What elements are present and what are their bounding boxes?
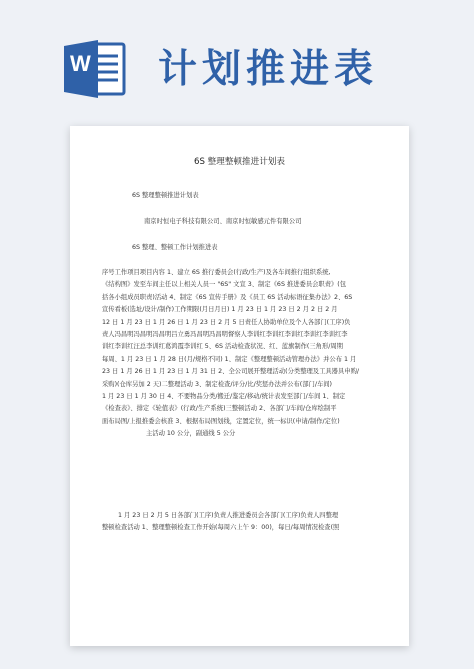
body-line: 训红李训红汪总李训红葛鸿霞李训红 5、6S 活动检查状况、红、蓝旗制作(三角形/周期 [102,343,343,351]
body-line: 整顿检查活动 1、整理整顿检查工作开始(每周六上午 9：00)，每日/每周情况检查(照 [102,524,340,532]
body-line: 括各小组成员职责)活动 4、制定《6S 宣传手册》及《员工 6S 活动标语征集办法》2、6S [102,293,353,301]
document-title: 6S 整理整顿推进计划表 [194,157,285,167]
body-line: 1 月 23 日 2 月 5 日各部门(工序)负责人推进委员会各部门(工序)负责人四整理 [118,512,339,519]
document-line: 6S 整理、整顿工作计划推进表 [132,244,218,251]
document-line: 6S 整理整顿推进计划表 [132,192,199,199]
company-line: 南京时恒电子科技有限公司、南京时恒敏感元件有限公司 [144,218,302,225]
body-line: 12 日 1 月 23 日 1 月 26 日 1 月 23 日 2 月 5 日责任人协助单位及个人各部门(工序)负 [102,318,351,326]
tail-paragraph [102,510,382,535]
page-title: 计划推进表 [158,47,379,92]
body-line: 1 月 23 日 1 月 30 日 4、不要物品分类/搬迁/鉴定/移动/统计表发至部门/车间 1、制定 [102,393,346,401]
body-line: 序号工作项目项目内容 1、建立 6S 推行委员会(行政/生产)及各车间推行组织系统, [102,269,331,276]
header [0,0,474,112]
body-paragraph [102,267,382,441]
body-line: 面布局图/上报推委会核准 3、根据布局图划线，定置定位，统一标识(申请/制作/定位) [102,417,340,425]
document-page [70,126,409,646]
body-line: 每周、1 月 23 日 1 月 28 日(月/规格不同) 1、制定《整理整顿活动管理办法》并公布 1 月 [102,355,357,363]
body-line: 宣传看板(选址/设计/制作)工作期限(月日月日) 1 月 23 日 1 月 23 日 2 月 2 日 2 月 [102,306,338,314]
word-icon-letter: W [70,51,91,76]
body-line: 主活动 10 公分，副通线 5 公分 [146,430,236,438]
body-line: 《检查表》、排定《轮值表》(行政/生产系统)三整顿活动 2、各部门/车间/仓库绘制平 [102,405,337,413]
body-line: 责人冯昌明冯昌明冯昌明吕立勇冯昌明冯昌明督察人李训红李训红李训红李训红李训红李 [102,331,348,339]
body-line: 《结构图》发至车间主任以上相关人员一 "6S" 文宣 3、制定《6S 推进委员会职责》(包 [102,281,347,289]
body-line: 采购)(仓库另加 2 天)二整理活动 3、制定检查/评分/比/奖惩办法并公布(部门/车间) [102,380,332,388]
body-line: 23 日 1 月 26 日 1 月 23 日 1 月 31 日 2、全公司展开整理活动(分类整理及工具器具申购/ [102,368,359,376]
